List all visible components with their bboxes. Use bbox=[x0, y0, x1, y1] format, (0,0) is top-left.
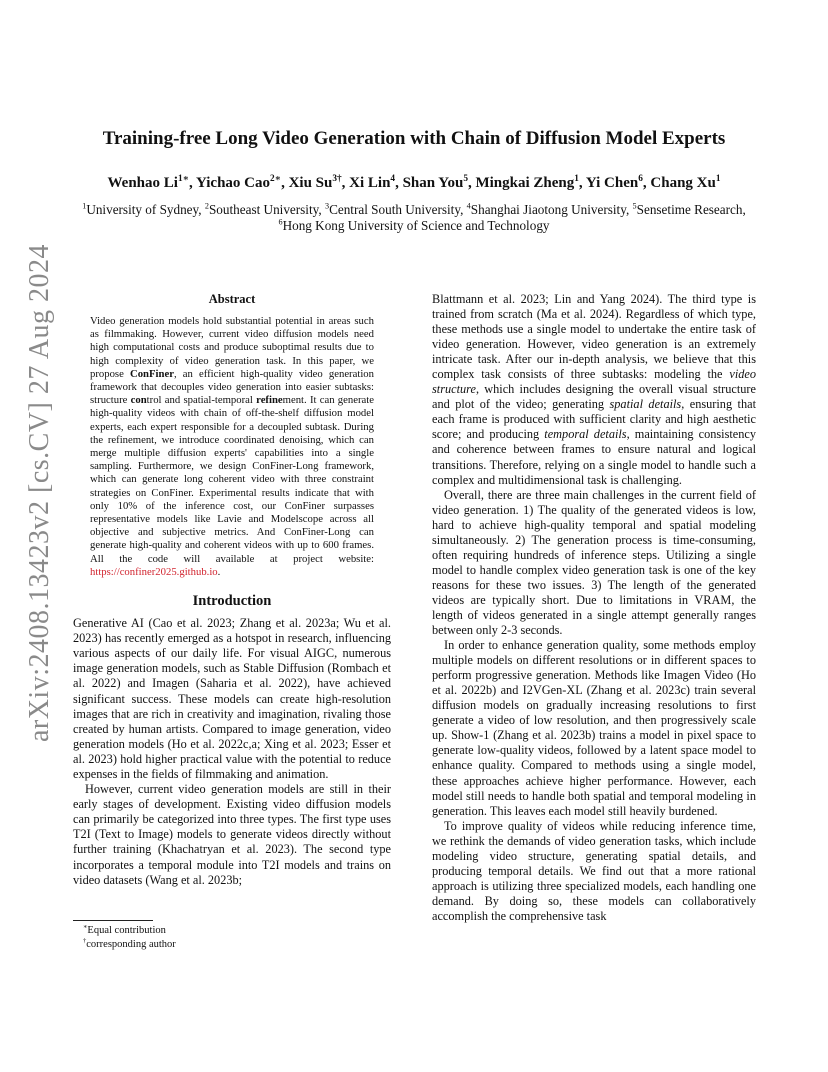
left-column bbox=[73, 292, 391, 888]
intro-paragraph-6: To improve quality of videos while reducing inference time, we rethink the demands of video generation tasks, which include modeling video structure, generating spatial details, and producing temporal details. We find out that a more rational approach is utilizing three specialized models, each handling one demand. By doing so, these models can collaboratively accomplish the comprehensive task bbox=[432, 818, 756, 923]
intro-paragraph-2: However, current video generation models are still in their early stages of development. Existing video diffusion models can primarily be categorized into three types. The first type uses T2I (Text to Image) models to generate videos directly without further training (Khachatryan et al. 2023). The second type incorporates a temporal module into T2I models and trains on video datasets (Wang et al. 2023b; bbox=[73, 782, 391, 887]
right-column bbox=[432, 292, 756, 924]
paper-title: Training-free Long Video Generation with Chain of Diffusion Model Experts bbox=[102, 128, 726, 149]
intro-paragraph-5: In order to enhance generation quality, some methods employ multiple models on different resolutions or in different spaces to perform progressive generation. Methods like Imagen Video (Ho et al. 2022b) and I2VGen-XL (Zhang et al. 2023c) train several diffusion models on gradually increasing resolutions to first generate a video of low resolution, and then progressively scale up. Show-1 (Zhang et al. 2023b) trains a model in pixel space to generate low-quality videos, followed by a latent space model to enhance quality. Compared to methods using a single model, these approaches achieve higher performance. However, each model still needs to handle both spatial and temporal modeling in generation. This leaves each model still heavily burdened. bbox=[432, 638, 756, 818]
abstract-text: Video generation models hold substantial potential in areas such as filmmaking. However, current video diffusion models need high computational costs and produce suboptimal results due to high complexity of video generation task. In this paper, we propose ConFiner, an efficient high-quality video generation framework that decouples video generation into easier subtasks: structure control and spatial-temporal refinement. It can generate high-quality videos with chain of off-the-shelf diffusion model experts, each expert responsible for a decoupled subtask. During the refinement, we introduce coordinated denoising, which can merge multiple diffusion experts' capabilities into a single sampling. Furthermore, we design ConFiner-Long framework, which can generate long coherent video with three constraint strategies on ConFiner. Experimental results indicate that with only 10% of the inference cost, our ConFiner surpasses representative models like Lavie and Modelscope across all objective and subjective metrics. And ConFiner-Long can generate high-quality and coherent videos with up to 600 frames. All the code will available at project website: https://confiner2025.github.io. bbox=[90, 315, 374, 578]
intro-paragraph-1: Generative AI (Cao et al. 2023; Zhang et al. 2023a; Wu et al. 2023) has recently emerged as a hotspot in research, influencing various aspects of our daily life. For visual AIGC, numerous image generation models, such as Stable Diffusion (Rombach et al. 2022) and Imagen (Saharia et al. 2022), have achieved significant success. These models can create high-resolution images that are rich in creativity and imagination, rivaling those created by human artists. Compared to image generation, video generation models (Ho et al. 2022c,a; Xing et al. 2023; Esser et al. 2023) hold higher practical value with the potential to reduce expenses in the fields of filmmaking and animation. bbox=[73, 616, 391, 781]
affiliation-list: $^1$University of Sydney, $^2$Southeast University, $^3$Central South University, $^4$Shanghai Jiaotong University, $^5$Sensetime Research, $^6$Hong Kong University of Science and Technology bbox=[82, 201, 746, 233]
affiliation: $^6$Hong Kong University of Science and Technology bbox=[278, 217, 550, 233]
affiliation: $^2$Southeast University bbox=[204, 201, 319, 217]
footnote: ∗Equal contribution bbox=[83, 923, 166, 936]
author: Yi Chen$^6$ bbox=[585, 174, 643, 191]
author: Yichao Cao$^{2∗}$ bbox=[195, 174, 282, 191]
author: Shan You$^5$ bbox=[402, 174, 468, 191]
method-name: ConFiner bbox=[130, 367, 174, 380]
author: Xiu $Su^{3\dagger}$ bbox=[288, 174, 342, 191]
affiliation: $^5$Sensetime Research bbox=[632, 201, 743, 217]
author: Chang Xu$^1$ bbox=[650, 174, 721, 191]
author: Xi Lin$^4$ bbox=[349, 174, 396, 191]
author-list: Wenhao $Li^{1∗}$, Yichao Cao$^{2∗}$, Xiu $Su^{3\dagger}$, Xi Lin$^4$, Shan You$^5$, Mingkai Zheng$^1$, Yi Chen$^6$, Chang Xu$^1$ bbox=[107, 174, 721, 191]
affiliation: $^1$University of Sydney bbox=[82, 201, 199, 217]
footnotes bbox=[73, 924, 391, 952]
intro-paragraph-3: Blattmann et al. 2023; Lin and Yang 2024). The third type is trained from scratch (Ma et al. 2024). Regardless of which type, these methods use a single model to undertake the entire task of video generation. However, video generation is an extremely intricate task. After our in-depth analysis, we believe that this complex task consists of three subtasks: modeling the video structure, which includes designing the overall visual structure and plot of the video; generating spatial details, ensuring that each frame is produced with sufficient clarity and high aesthetic score; and producing temporal details, maintaining consistency and coherence between frames to ensure natural and logical transitions. Therefore, relying on a single model to handle such a complex and multidimensional task is challenging. bbox=[432, 292, 756, 487]
arxiv-identifier-text: arXiv:2408.13423v2 [cs.CV] 27 Aug 2024 bbox=[24, 243, 56, 743]
footnote: †corresponding author bbox=[83, 937, 176, 950]
arxiv-identifier bbox=[21, 243, 59, 743]
author: Mingkai Zheng$^1$ bbox=[475, 174, 579, 191]
intro-paragraph-4: Overall, there are three main challenges in the current field of video generation. 1) The quality of the generated videos is low, hard to achieve high-quality temporal and spatial modeling simultaneously. 2) The generation process is time-consuming, often requiring hundreds of inference steps. Utilizing a single model to handle complex video generation task is one of the key reasons for these two issues. 3) The length of the generated videos are typically short. Due to limitations in VRAM, the length of videos generated in a single attempt generally ranges between only 2-3 seconds. bbox=[432, 487, 756, 638]
introduction-heading: Introduction bbox=[192, 593, 272, 610]
abstract-heading: Abstract bbox=[208, 292, 256, 306]
affiliation: $^3$Central South University bbox=[324, 201, 461, 217]
author: Wenhao $Li^{1∗}$ bbox=[107, 174, 190, 191]
affiliation: $^4$Shanghai Jiaotong University bbox=[466, 201, 626, 217]
footnote-divider bbox=[73, 920, 153, 921]
project-website-link[interactable]: https://confiner2025.github.io bbox=[90, 565, 218, 578]
